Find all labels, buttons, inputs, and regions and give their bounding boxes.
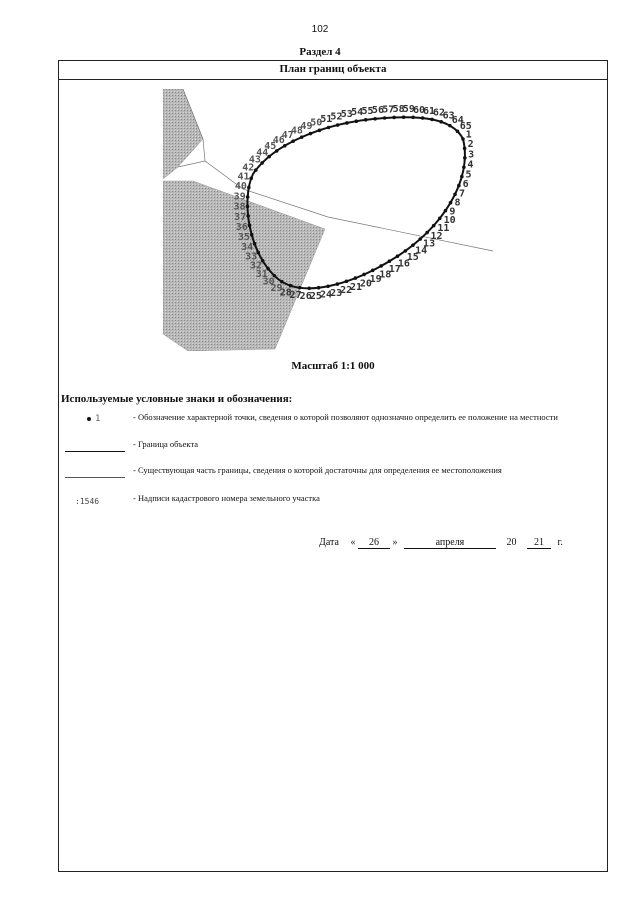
point-label: 21 xyxy=(350,282,363,294)
date-century: 20 xyxy=(506,537,517,548)
date-year: 21 xyxy=(527,537,551,549)
scale-label: Масштаб 1:1 000 xyxy=(291,360,375,372)
boundary-point xyxy=(432,224,436,228)
boundary-point xyxy=(247,186,251,190)
point-label: 38 xyxy=(233,201,246,213)
point-label: 27 xyxy=(289,290,302,302)
boundary-point xyxy=(457,184,461,188)
point-label: 45 xyxy=(264,140,277,152)
point-label: 34 xyxy=(241,241,254,253)
point-label: 52 xyxy=(330,111,343,123)
point-label: 50 xyxy=(310,117,323,129)
point-label: 22 xyxy=(340,285,353,297)
point-label: 5 xyxy=(465,169,472,181)
legend-row-point xyxy=(61,412,601,436)
boundary-map xyxy=(163,89,503,351)
point-label: 16 xyxy=(397,258,410,270)
point-label: 3 xyxy=(468,149,475,161)
legend-row-boundary xyxy=(61,439,601,455)
boundary-point xyxy=(298,286,302,290)
point-label: 20 xyxy=(359,278,372,290)
point-label: 7 xyxy=(458,188,466,200)
point-label: 8 xyxy=(454,197,461,209)
point-label: 35 xyxy=(238,232,251,244)
boundary-point xyxy=(392,116,396,120)
point-label: 62 xyxy=(432,107,445,119)
boundary-point xyxy=(249,177,253,181)
point-label: 36 xyxy=(235,222,248,234)
point-label: 57 xyxy=(382,104,395,116)
boundary-point xyxy=(456,130,460,134)
point-label: 51 xyxy=(320,114,333,126)
boundary-point xyxy=(246,214,250,218)
section-title: Раздел 4 xyxy=(299,46,341,58)
point-label: 64 xyxy=(451,114,464,126)
point-symbol xyxy=(87,414,100,424)
plan-frame xyxy=(58,60,608,872)
point-label: 18 xyxy=(379,269,392,281)
boundary-point xyxy=(364,118,368,122)
point-label: 10 xyxy=(443,214,456,226)
date-month: апреля xyxy=(404,537,496,549)
point-label: 56 xyxy=(371,104,384,116)
boundary-point xyxy=(460,175,464,179)
point-label: 59 xyxy=(402,104,415,116)
point-label: 63 xyxy=(442,110,455,122)
point-label: 47 xyxy=(281,129,294,141)
point-label: 46 xyxy=(272,135,285,147)
boundary-point xyxy=(336,282,340,286)
legend-title: Используемые условные знаки и обозначения: xyxy=(61,393,293,405)
legend-row-cadastral xyxy=(61,493,601,509)
point-label: 42 xyxy=(242,162,255,174)
point-label: 60 xyxy=(412,104,426,116)
page-number: 102 xyxy=(311,24,329,35)
boundary-point xyxy=(354,276,358,280)
boundary-point xyxy=(461,137,465,141)
point-label: 24 xyxy=(319,289,333,301)
date-day: 26 xyxy=(358,537,390,549)
boundary-point xyxy=(248,224,252,228)
boundary-point xyxy=(254,168,258,172)
boundary-point xyxy=(379,264,383,268)
point-label: 55 xyxy=(361,105,374,117)
point-label: 23 xyxy=(330,287,343,299)
boundary-point xyxy=(250,233,254,237)
point-label: 61 xyxy=(423,105,436,117)
point-label: 11 xyxy=(437,223,450,235)
boundary-point xyxy=(309,132,313,136)
boundary-point xyxy=(373,117,377,121)
point-label: 1 xyxy=(465,129,472,141)
legend-existing-text: - Существующая часть границы, сведения о которой достаточны для определения ее местоположения xyxy=(133,465,502,475)
boundary-point xyxy=(463,147,467,151)
boundary-point xyxy=(463,156,467,160)
date-label: Дата xyxy=(319,537,339,548)
boundary-point xyxy=(383,116,387,120)
boundary-point xyxy=(418,237,422,241)
legend-row-existing xyxy=(61,465,601,489)
point-label: 40 xyxy=(234,181,247,193)
point-label: 25 xyxy=(309,290,322,302)
point-label: 14 xyxy=(415,245,428,257)
boundary-point xyxy=(246,195,250,199)
point-label: 53 xyxy=(340,109,353,121)
boundary-point xyxy=(354,119,358,123)
point-label: 15 xyxy=(406,252,419,264)
point-label: 29 xyxy=(270,283,283,295)
boundary-point xyxy=(253,242,257,246)
point-label: 30 xyxy=(262,276,275,288)
point-label: 54 xyxy=(351,107,364,119)
point-label: 44 xyxy=(256,147,269,159)
point-label: 41 xyxy=(237,171,250,183)
boundary-point xyxy=(336,123,340,127)
boundary-line-symbol xyxy=(65,451,125,452)
point-label: 48 xyxy=(290,125,303,137)
boundary-point xyxy=(444,209,448,213)
point-label: 31 xyxy=(255,268,268,280)
date-open-quote: « xyxy=(350,537,356,548)
boundary-point xyxy=(388,259,392,263)
point-label: 32 xyxy=(249,260,263,272)
neighbor-parcel-upper xyxy=(163,89,203,179)
point-label: 65 xyxy=(459,121,472,133)
point-label: 39 xyxy=(233,191,246,203)
boundary-point xyxy=(453,193,457,197)
point-label: 49 xyxy=(300,121,313,133)
boundary-point xyxy=(345,280,349,284)
boundary-point xyxy=(371,269,375,273)
plan-header: План границ объекта xyxy=(59,61,607,80)
boundary-point xyxy=(327,126,331,130)
point-label: 12 xyxy=(430,230,443,242)
point-label: 13 xyxy=(423,238,436,250)
point-label: 6 xyxy=(462,178,469,190)
point-label: 17 xyxy=(388,264,401,276)
boundary-point xyxy=(449,201,453,205)
boundary-point xyxy=(345,121,349,125)
date-row xyxy=(319,537,563,549)
point-label: 9 xyxy=(449,206,456,218)
boundary-point xyxy=(318,129,322,133)
legend-boundary-text: - Граница объекта xyxy=(133,439,199,449)
point-label: 43 xyxy=(248,154,261,166)
legend-point-text: - Обозначение характерной точки, сведения о которой позволяют однозначно определить ее положение на местности xyxy=(133,412,558,422)
boundary-point xyxy=(246,205,250,209)
cadastral-symbol: :1546 xyxy=(75,497,100,506)
point-label: 58 xyxy=(392,104,405,116)
point-label: 33 xyxy=(245,251,258,263)
boundary-point xyxy=(402,115,406,119)
point-label: 37 xyxy=(234,211,247,223)
point-symbol-label: 1 xyxy=(95,414,101,424)
boundary-point xyxy=(438,217,442,221)
legend-cadastral-text: - Надписи кадастрового номера земельного участка xyxy=(133,493,320,503)
point-label: 26 xyxy=(299,291,312,303)
boundary-point xyxy=(362,273,366,277)
point-label: 4 xyxy=(467,159,474,171)
point-dot-icon xyxy=(87,417,91,421)
date-close-quote: » xyxy=(392,537,398,548)
boundary-point xyxy=(411,116,415,120)
point-label: 19 xyxy=(369,274,382,286)
boundary-point xyxy=(307,286,311,290)
existing-line-symbol xyxy=(65,477,125,478)
date-suffix: г. xyxy=(557,537,563,548)
point-label: 2 xyxy=(467,139,474,151)
point-label: 28 xyxy=(279,287,292,299)
boundary-point xyxy=(425,231,429,235)
